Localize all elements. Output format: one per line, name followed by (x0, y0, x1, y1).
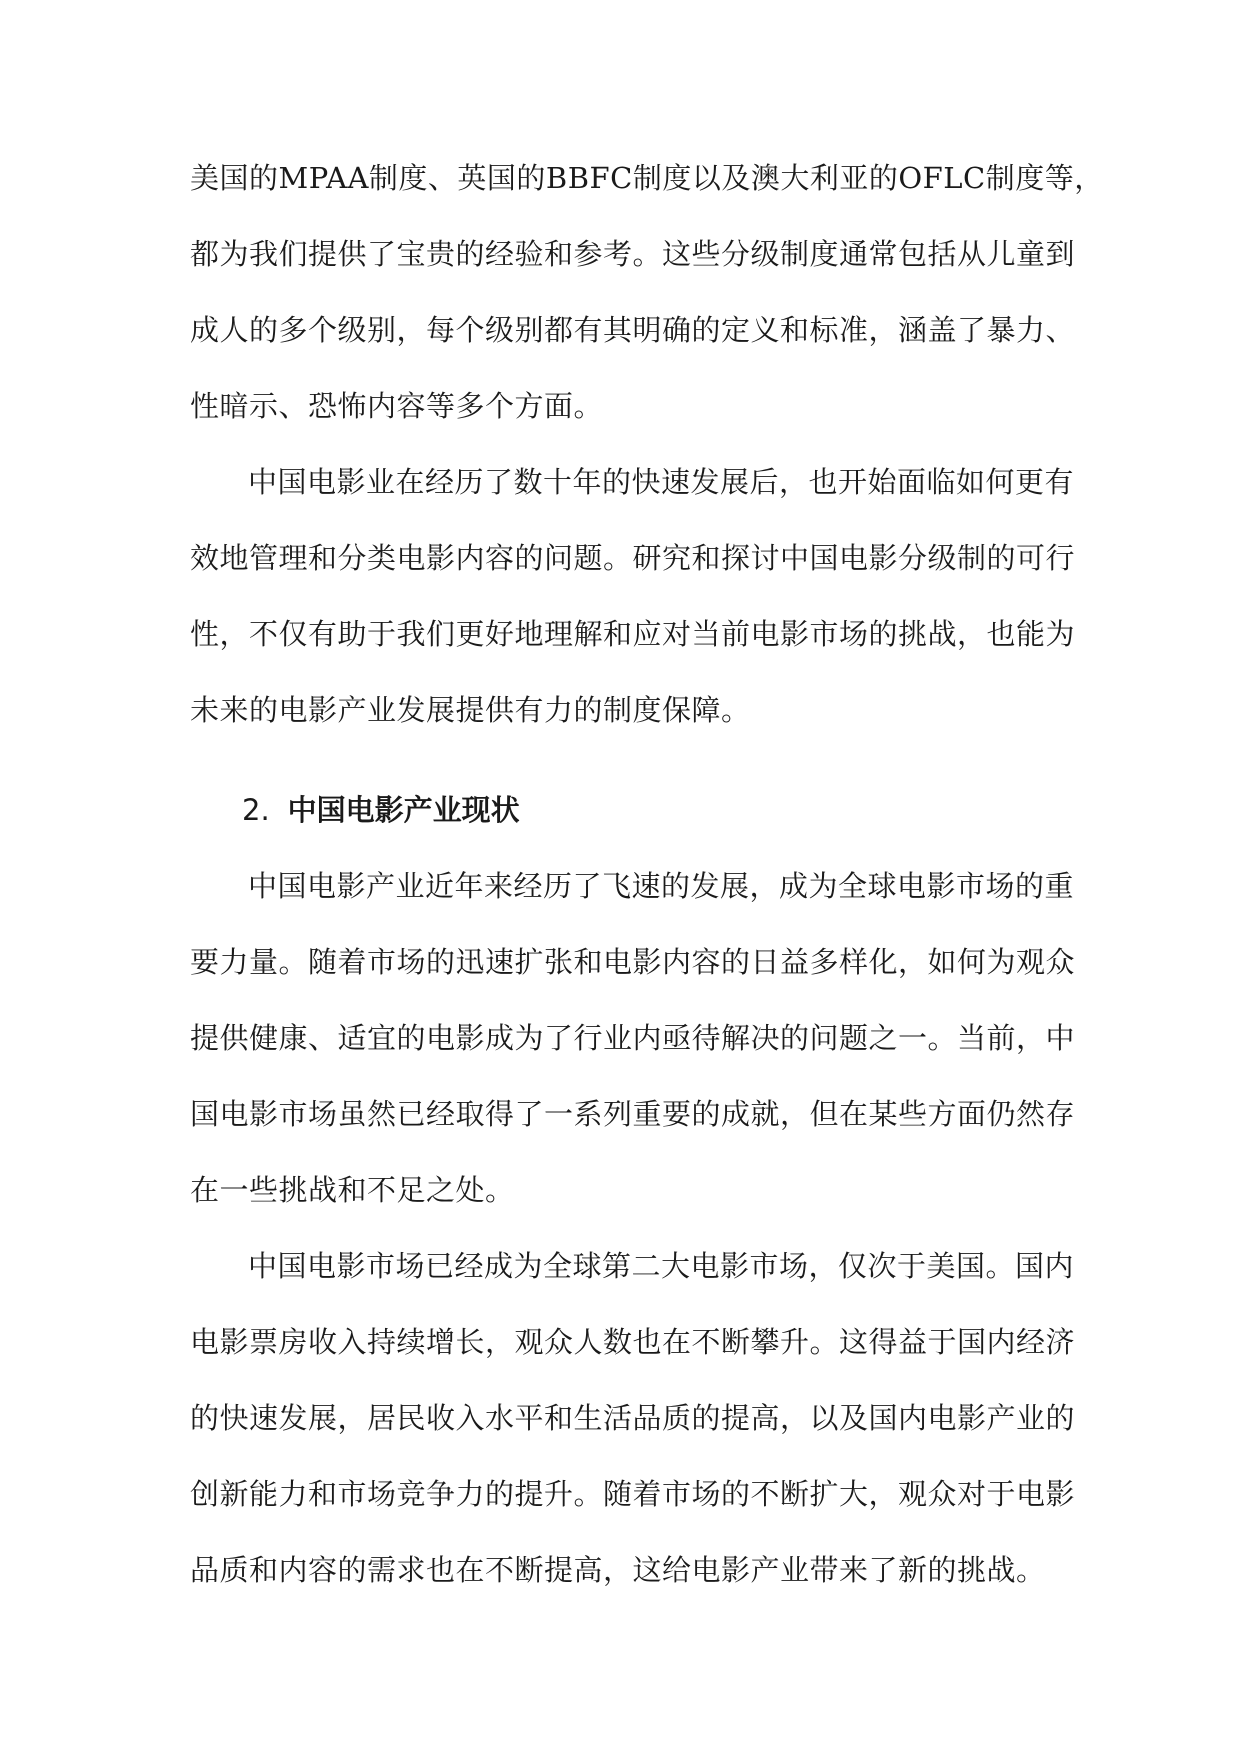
text-line: 在一些挑战和不足之处。 (190, 1173, 515, 1207)
text-line: 都为我们提供了宝贵的经验和参考。这些分级制度通常包括从儿童到 (190, 237, 1076, 271)
paragraph-rating-systems (190, 140, 1104, 444)
paragraph-industry-status (190, 848, 1076, 1228)
text-line: 提供健康、适宜的电影成为了行业内亟待解决的问题之一。当前，中 (190, 1021, 1076, 1055)
text-line: 电影票房收入持续增长，观众人数也在不断攀升。这得益于国内经济 (190, 1325, 1076, 1359)
text-line: 中国电影产业近年来经历了飞速的发展，成为全球电影市场的重 (248, 869, 1075, 903)
text-line: 效地管理和分类电影内容的问题。研究和探讨中国电影分级制的可行 (190, 541, 1076, 575)
text-line: 中国电影市场已经成为全球第二大电影市场，仅次于美国。国内 (248, 1249, 1075, 1283)
text-line: 性暗示、恐怖内容等多个方面。 (190, 389, 604, 423)
section-heading (190, 772, 1060, 848)
text-line: 品质和内容的需求也在不断提高，这给电影产业带来了新的挑战。 (190, 1553, 1046, 1587)
text-line: 美国的MPAA制度、英国的BBFC制度以及澳大利亚的OFLC制度等， (190, 161, 1104, 195)
text-line: 要力量。随着市场的迅速扩张和电影内容的日益多样化，如何为观众 (190, 945, 1076, 979)
section-title: 中国电影产业现状 (287, 793, 520, 827)
text-line: 成人的多个级别，每个级别都有其明确的定义和标准，涵盖了暴力、 (190, 313, 1076, 347)
text-line: 中国电影业在经历了数十年的快速发展后，也开始面临如何更有 (248, 465, 1075, 499)
document-page (190, 140, 1104, 1608)
section-number: 2. (242, 793, 270, 827)
paragraph-china-film-development (190, 444, 1076, 748)
text-line: 未来的电影产业发展提供有力的制度保障。 (190, 693, 751, 727)
text-line: 创新能力和市场竞争力的提升。随着市场的不断扩大，观众对于电影 (190, 1477, 1076, 1511)
text-line: 性，不仅有助于我们更好地理解和应对当前电影市场的挑战，也能为 (190, 617, 1076, 651)
text-line: 国电影市场虽然已经取得了一系列重要的成就，但在某些方面仍然存 (190, 1097, 1076, 1131)
text-line: 的快速发展，居民收入水平和生活品质的提高，以及国内电影产业的 (190, 1401, 1076, 1435)
paragraph-market-size (190, 1228, 1076, 1608)
